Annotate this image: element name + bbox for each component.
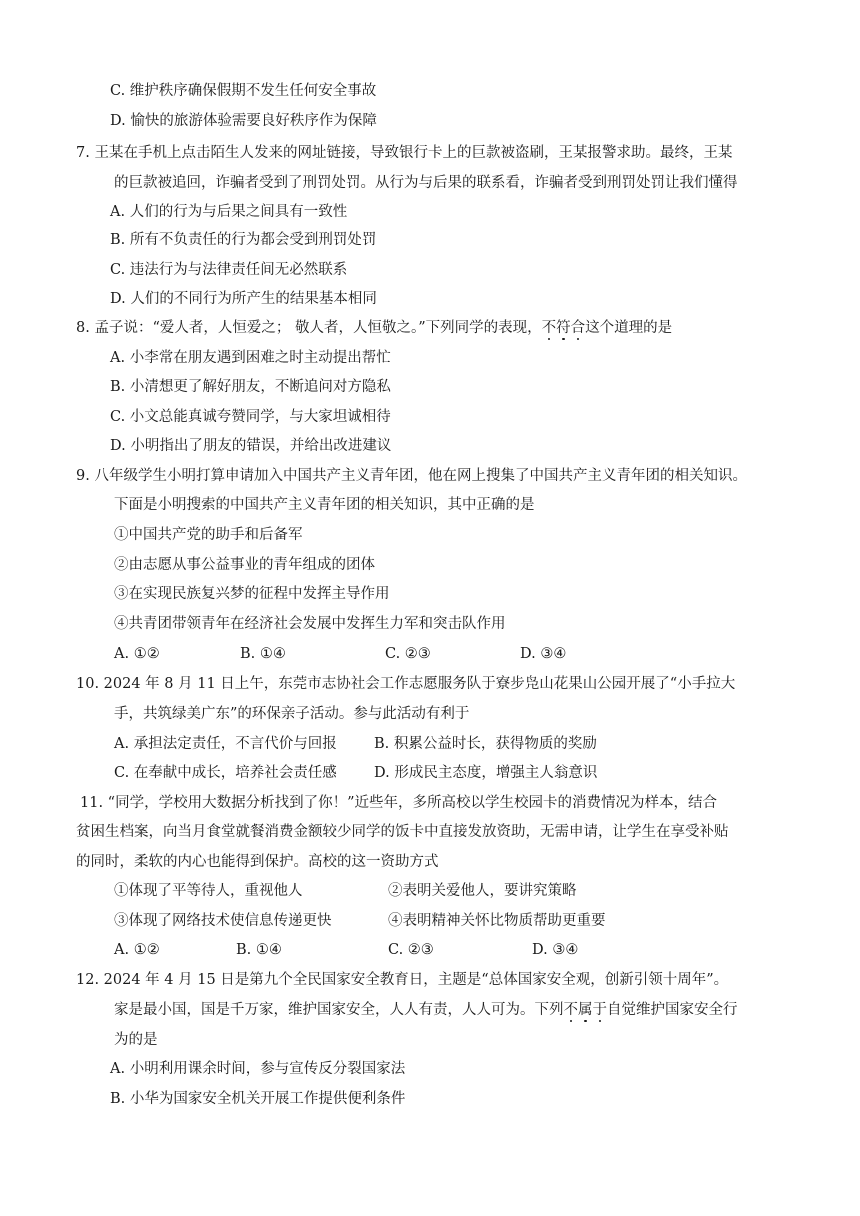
q12-emphasis-text: [564, 1002, 608, 1018]
emphasis-char: 不: [541, 320, 557, 336]
q8-emphasis: [542, 320, 586, 336]
q11-option-c: C. ②③: [388, 942, 434, 958]
q9-option-b: B. ①④: [240, 646, 286, 662]
q9-option-d: D. ③④: [520, 646, 567, 662]
q12-emphasis: [564, 1002, 608, 1018]
q10-option-a: A. 承担法定责任，不言代价与回报: [114, 736, 337, 752]
q11-stem-line-1: 11. “同学，学校用大数据分析找到了你！”近些年，多所高校以学生校园卡的消费情况为样本，结合: [80, 795, 717, 811]
q8-stem-end: 这个道理的是: [585, 320, 673, 336]
q8-stem: [76, 318, 672, 338]
emphasis-char: 合: [570, 320, 586, 336]
q11-stem-line-3: 的同时，柔软的内心也能得到保护。高校的这一资助方式: [76, 854, 439, 870]
q8-option-b: B. 小清想更了解好朋友，不断追问对方隐私: [110, 379, 391, 395]
q11-statement-4: ④表明精神关怀比物质帮助更重要: [388, 913, 606, 929]
q10-option-c: C. 在奉献中成长，培养社会责任感: [114, 765, 337, 781]
emphasis-char: 不: [563, 1002, 578, 1018]
q11-option-b: B. ①④: [236, 942, 282, 958]
q12-option-a: A. 小明利用课余时间，参与宣传反分裂国家法: [110, 1061, 406, 1077]
q9-statement-2: ②由志愿从事公益事业的青年组成的团体: [114, 557, 375, 573]
q10-stem-line-2: 手，共筑绿美广东”的环保亲子活动。参与此活动有利于: [114, 706, 470, 722]
q8-emphasis-text: [542, 320, 586, 336]
q9-statement-4: ④共青团带领青年在经济社会发展中发挥生力军和突击队作用: [114, 616, 506, 632]
q10-option-d: D. 形成民主态度，增强主人翁意识: [374, 765, 598, 781]
q9-option-c: C. ②③: [385, 646, 431, 662]
q7-stem-line-2: 的巨款被追回，诈骗者受到了刑罚处罚。从行为与后果的联系看，诈骗者受到刑罚处罚让我们懂得: [114, 175, 738, 191]
q6-option-d: D. 愉快的旅游体验需要良好秩序作为保障: [110, 113, 377, 129]
q10-option-b: B. 积累公益时长，获得物质的奖励: [374, 736, 597, 752]
q7-option-b: B. 所有不负责任的行为都会受到刑罚处罚: [110, 232, 377, 248]
q9-stem-line-2: 下面是小明搜索的中国共产主义青年团的相关知识，其中正确的是: [114, 497, 535, 513]
q7-option-a: A. 人们的行为与后果之间具有一致性: [110, 204, 348, 220]
emphasis-char: 属: [578, 1002, 593, 1018]
q7-option-d: D. 人们的不同行为所产生的结果基本相同: [110, 291, 377, 307]
q11-option-d: D. ③④: [532, 942, 579, 958]
q11-statement-3: ③体现了网络技术使信息传递更快: [114, 913, 332, 929]
q12-stem-end: 自觉维护国家安全行: [607, 1002, 738, 1018]
q8-option-c: C. 小文总能真诚夸赞同学，与大家坦诚相待: [110, 409, 391, 425]
emphasis-char: 符: [556, 320, 571, 336]
q11-statement-1: ①体现了平等待人，重视他人: [114, 883, 303, 899]
q12-stem-line-3: 为的是: [114, 1032, 158, 1048]
q8-stem-text: 8. 孟子说：“爱人者，人恒爱之； 敬人者，人恒敬之。”下列同学的表现，: [76, 320, 542, 336]
q12-stem-text: 家是最小国，国是千万家，维护国家安全，人人有责，人人可为。下列: [114, 1002, 564, 1018]
q9-stem-line-1: 9. 八年级学生小明打算申请加入中国共产主义青年团，他在网上搜集了中国共产主义青年团的相关知识。: [76, 468, 747, 484]
q8-option-d: D. 小明指出了朋友的错误，并给出改进建议: [110, 438, 392, 454]
q12-stem-line-1: 12. 2024 年 4 月 15 日是第九个全民国家安全教育日，主题是“总体国家安全观，创新引领十周年”。: [76, 972, 729, 988]
emphasis-char: 于: [592, 1002, 607, 1018]
q9-statement-3: ③在实现民族复兴梦的征程中发挥主导作用: [114, 586, 390, 602]
q8-option-a: A. 小李常在朋友遇到困难之时主动提出帮忙: [110, 350, 391, 366]
q10-stem-line-1: 10. 2024 年 8 月 11 日上午，东莞市志协社会工作志愿服务队于寮步凫山花果山公园开展了“小手拉大: [76, 676, 736, 692]
q11-stem-line-2: 贫困生档案，向当月食堂就餐消费金额较少同学的饭卡中直接发放资助，无需申请，让学生在享受补贴: [76, 824, 729, 840]
q12-stem-line-2: [114, 1000, 738, 1020]
q7-stem-line-1: 7. 王某在手机上点击陌生人发来的网址链接，导致银行卡上的巨款被盗刷，王某报警求助。最终，王某: [76, 145, 733, 161]
q7-option-c: C. 违法行为与法律责任间无必然联系: [110, 262, 348, 278]
q11-option-a: A. ①②: [114, 942, 160, 958]
q9-option-a: A. ①②: [114, 646, 160, 662]
q9-statement-1: ①中国共产党的助手和后备军: [114, 527, 303, 543]
q11-statement-2: ②表明关爱他人，要讲究策略: [388, 883, 577, 899]
q6-option-c: C. 维护秩序确保假期不发生任何安全事故: [110, 83, 377, 99]
q12-option-b: B. 小华为国家安全机关开展工作提供便利条件: [110, 1091, 406, 1107]
